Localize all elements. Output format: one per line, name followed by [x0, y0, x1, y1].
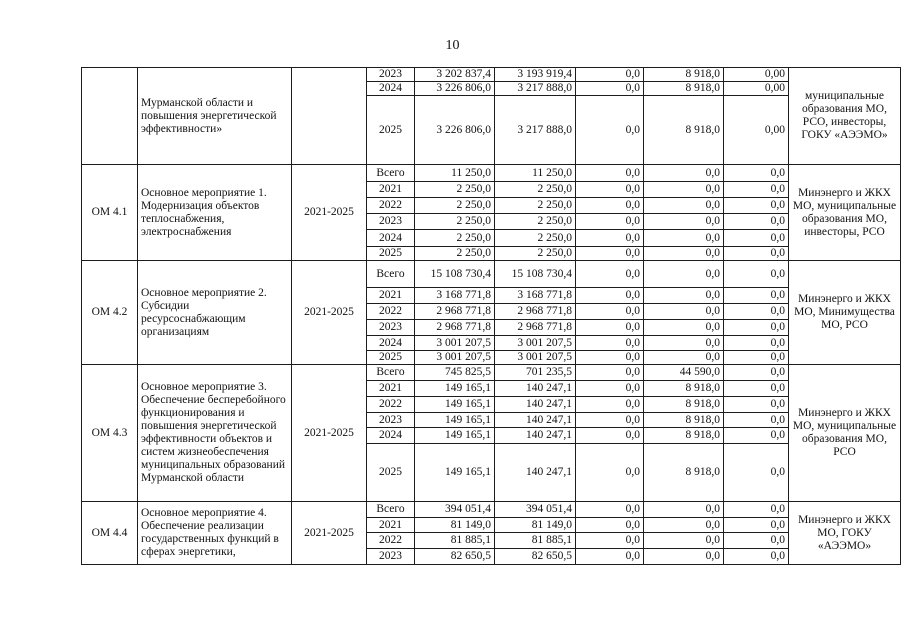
year-cell: 2023: [367, 214, 415, 230]
other-sources-cell: 0,0: [724, 428, 789, 444]
event-code: ОМ 4.3: [82, 365, 138, 502]
federal-budget-cell: 0,0: [576, 182, 644, 198]
local-budget-cell: 0,0: [644, 230, 724, 247]
total-cell: 3 001 207,5: [415, 351, 495, 365]
local-budget-cell: 0,0: [644, 182, 724, 198]
federal-budget-cell: 0,0: [576, 428, 644, 444]
event-period: 2021-2025: [292, 261, 367, 365]
event-period: 2021-2025: [292, 365, 367, 502]
total-cell: 745 825,5: [415, 365, 495, 381]
local-budget-cell: 0,0: [644, 518, 724, 533]
other-sources-cell: 0,0: [724, 444, 789, 502]
total-cell: 3 202 837,4: [415, 68, 495, 82]
local-budget-cell: 0,0: [644, 336, 724, 351]
total-cell: 149 165,1: [415, 397, 495, 413]
year-cell: 2024: [367, 428, 415, 444]
local-budget-cell: 0,0: [644, 214, 724, 230]
total-cell: 2 250,0: [415, 198, 495, 214]
local-budget-cell: 8 918,0: [644, 397, 724, 413]
regional-budget-cell: 2 968 771,8: [495, 304, 576, 320]
year-cell: 2025: [367, 351, 415, 365]
year-cell: 2024: [367, 230, 415, 247]
federal-budget-cell: 0,0: [576, 351, 644, 365]
total-cell: 81 885,1: [415, 533, 495, 549]
federal-budget-cell: 0,0: [576, 68, 644, 82]
federal-budget-cell: 0,0: [576, 444, 644, 502]
total-cell: 3 168 771,8: [415, 288, 495, 304]
regional-budget-cell: 140 247,1: [495, 444, 576, 502]
event-name: Основное мероприятие 1. Модернизация объектов теплоснабжения, электроснабжения: [138, 165, 292, 261]
federal-budget-cell: 0,0: [576, 381, 644, 397]
regional-budget-cell: 81 149,0: [495, 518, 576, 533]
year-cell: Всего: [367, 261, 415, 288]
regional-budget-cell: 140 247,1: [495, 397, 576, 413]
year-cell: 2023: [367, 549, 415, 565]
regional-budget-cell: 3 193 919,4: [495, 68, 576, 82]
total-cell: 394 051,4: [415, 502, 495, 518]
other-sources-cell: 0,0: [724, 533, 789, 549]
regional-budget-cell: 140 247,1: [495, 381, 576, 397]
total-cell: 82 650,5: [415, 549, 495, 565]
other-sources-cell: 0,0: [724, 198, 789, 214]
year-cell: 2021: [367, 182, 415, 198]
regional-budget-cell: 2 250,0: [495, 247, 576, 261]
regional-budget-cell: 3 217 888,0: [495, 82, 576, 96]
responsible-executors: Минэнерго и ЖКХ МО, муниципальные образования МО, РСО: [789, 365, 901, 502]
local-budget-cell: 8 918,0: [644, 96, 724, 165]
other-sources-cell: 0,0: [724, 214, 789, 230]
other-sources-cell: 0,0: [724, 230, 789, 247]
federal-budget-cell: 0,0: [576, 413, 644, 428]
local-budget-cell: 8 918,0: [644, 444, 724, 502]
total-cell: 149 165,1: [415, 413, 495, 428]
year-cell: 2023: [367, 413, 415, 428]
year-cell: 2023: [367, 320, 415, 336]
table-row: [82, 68, 901, 82]
year-cell: 2021: [367, 381, 415, 397]
local-budget-cell: 0,0: [644, 304, 724, 320]
event-name: Основное мероприятие 3. Обеспечение бесперебойного функционирования и повышения энергетической эффективности объектов и систем жизнеобеспечения муниципальных образований Мурманской области: [138, 365, 292, 502]
year-cell: 2023: [367, 68, 415, 82]
local-budget-cell: 0,0: [644, 351, 724, 365]
regional-budget-cell: 2 968 771,8: [495, 320, 576, 336]
regional-budget-cell: 2 250,0: [495, 182, 576, 198]
other-sources-cell: 0,00: [724, 82, 789, 96]
federal-budget-cell: 0,0: [576, 230, 644, 247]
responsible-executors: муниципальные образования МО, РСО, инвесторы, ГОКУ «АЭЭМО»: [789, 68, 901, 165]
federal-budget-cell: 0,0: [576, 96, 644, 165]
year-cell: 2022: [367, 304, 415, 320]
total-cell: 2 250,0: [415, 182, 495, 198]
local-budget-cell: 44 590,0: [644, 365, 724, 381]
regional-budget-cell: 394 051,4: [495, 502, 576, 518]
other-sources-cell: 0,0: [724, 261, 789, 288]
regional-budget-cell: 2 250,0: [495, 214, 576, 230]
federal-budget-cell: 0,0: [576, 336, 644, 351]
year-cell: Всего: [367, 365, 415, 381]
event-code: ОМ 4.1: [82, 165, 138, 261]
event-name: Основное мероприятие 4. Обеспечение реализации государственных функций в сферах энергетики,: [138, 502, 292, 565]
other-sources-cell: 0,0: [724, 502, 789, 518]
page-number: 10: [445, 38, 460, 53]
federal-budget-cell: 0,0: [576, 320, 644, 336]
total-cell: 3 226 806,0: [415, 82, 495, 96]
responsible-executors: Минэнерго и ЖКХ МО, Минимущества МО, РСО: [789, 261, 901, 365]
responsible-executors: Минэнерго и ЖКХ МО, муниципальные образования МО, инвесторы, РСО: [789, 165, 901, 261]
local-budget-cell: 0,0: [644, 502, 724, 518]
event-period: 2021-2025: [292, 502, 367, 565]
total-cell: 149 165,1: [415, 444, 495, 502]
federal-budget-cell: 0,0: [576, 549, 644, 565]
year-cell: 2021: [367, 518, 415, 533]
year-cell: 2025: [367, 96, 415, 165]
year-cell: 2024: [367, 82, 415, 96]
regional-budget-cell: 3 217 888,0: [495, 96, 576, 165]
regional-budget-cell: 11 250,0: [495, 165, 576, 182]
table-row: [82, 261, 901, 288]
year-cell: Всего: [367, 165, 415, 182]
local-budget-cell: 0,0: [644, 198, 724, 214]
other-sources-cell: 0,00: [724, 96, 789, 165]
other-sources-cell: 0,0: [724, 549, 789, 565]
regional-budget-cell: 3 001 207,5: [495, 351, 576, 365]
other-sources-cell: 0,00: [724, 68, 789, 82]
event-name: Основное мероприятие 2. Субсидии ресурсоснабжающим организациям: [138, 261, 292, 365]
event-period: 2021-2025: [292, 165, 367, 261]
federal-budget-cell: 0,0: [576, 165, 644, 182]
federal-budget-cell: 0,0: [576, 397, 644, 413]
responsible-executors: Минэнерго и ЖКХ МО, ГОКУ «АЭЭМО»: [789, 502, 901, 565]
event-name: Мурманской области и повышения энергетической эффективности»: [138, 68, 292, 165]
federal-budget-cell: 0,0: [576, 288, 644, 304]
federal-budget-cell: 0,0: [576, 304, 644, 320]
total-cell: 2 250,0: [415, 247, 495, 261]
federal-budget-cell: 0,0: [576, 247, 644, 261]
regional-budget-cell: 140 247,1: [495, 413, 576, 428]
regional-budget-cell: 15 108 730,4: [495, 261, 576, 288]
federal-budget-cell: 0,0: [576, 502, 644, 518]
event-code: [82, 68, 138, 165]
total-cell: 149 165,1: [415, 428, 495, 444]
local-budget-cell: 0,0: [644, 288, 724, 304]
event-period: [292, 68, 367, 165]
year-cell: 2021: [367, 288, 415, 304]
federal-budget-cell: 0,0: [576, 365, 644, 381]
federal-budget-cell: 0,0: [576, 198, 644, 214]
total-cell: 81 149,0: [415, 518, 495, 533]
local-budget-cell: 0,0: [644, 549, 724, 565]
regional-budget-cell: 2 250,0: [495, 230, 576, 247]
program-table: [81, 67, 901, 565]
local-budget-cell: 0,0: [644, 261, 724, 288]
year-cell: 2025: [367, 247, 415, 261]
other-sources-cell: 0,0: [724, 336, 789, 351]
local-budget-cell: 8 918,0: [644, 68, 724, 82]
other-sources-cell: 0,0: [724, 351, 789, 365]
local-budget-cell: 8 918,0: [644, 413, 724, 428]
other-sources-cell: 0,0: [724, 304, 789, 320]
total-cell: 2 968 771,8: [415, 304, 495, 320]
regional-budget-cell: 81 885,1: [495, 533, 576, 549]
local-budget-cell: 8 918,0: [644, 82, 724, 96]
local-budget-cell: 0,0: [644, 165, 724, 182]
other-sources-cell: 0,0: [724, 165, 789, 182]
table-row: [82, 165, 901, 182]
total-cell: 3 226 806,0: [415, 96, 495, 165]
regional-budget-cell: 82 650,5: [495, 549, 576, 565]
local-budget-cell: 0,0: [644, 247, 724, 261]
total-cell: 2 968 771,8: [415, 320, 495, 336]
federal-budget-cell: 0,0: [576, 214, 644, 230]
other-sources-cell: 0,0: [724, 518, 789, 533]
total-cell: 149 165,1: [415, 381, 495, 397]
federal-budget-cell: 0,0: [576, 261, 644, 288]
other-sources-cell: 0,0: [724, 288, 789, 304]
regional-budget-cell: 2 250,0: [495, 198, 576, 214]
total-cell: 11 250,0: [415, 165, 495, 182]
table-row: [82, 365, 901, 381]
local-budget-cell: 8 918,0: [644, 428, 724, 444]
year-cell: 2022: [367, 198, 415, 214]
local-budget-cell: 8 918,0: [644, 381, 724, 397]
local-budget-cell: 0,0: [644, 320, 724, 336]
federal-budget-cell: 0,0: [576, 533, 644, 549]
other-sources-cell: 0,0: [724, 182, 789, 198]
local-budget-cell: 0,0: [644, 533, 724, 549]
total-cell: 3 001 207,5: [415, 336, 495, 351]
regional-budget-cell: 140 247,1: [495, 428, 576, 444]
regional-budget-cell: 701 235,5: [495, 365, 576, 381]
other-sources-cell: 0,0: [724, 365, 789, 381]
regional-budget-cell: 3 168 771,8: [495, 288, 576, 304]
federal-budget-cell: 0,0: [576, 82, 644, 96]
other-sources-cell: 0,0: [724, 397, 789, 413]
federal-budget-cell: 0,0: [576, 518, 644, 533]
other-sources-cell: 0,0: [724, 381, 789, 397]
total-cell: 2 250,0: [415, 214, 495, 230]
regional-budget-cell: 3 001 207,5: [495, 336, 576, 351]
other-sources-cell: 0,0: [724, 320, 789, 336]
year-cell: Всего: [367, 502, 415, 518]
table-row: [82, 502, 901, 518]
event-code: ОМ 4.4: [82, 502, 138, 565]
event-code: ОМ 4.2: [82, 261, 138, 365]
year-cell: 2022: [367, 533, 415, 549]
year-cell: 2024: [367, 336, 415, 351]
year-cell: 2022: [367, 397, 415, 413]
total-cell: 15 108 730,4: [415, 261, 495, 288]
other-sources-cell: 0,0: [724, 247, 789, 261]
total-cell: 2 250,0: [415, 230, 495, 247]
other-sources-cell: 0,0: [724, 413, 789, 428]
year-cell: 2025: [367, 444, 415, 502]
